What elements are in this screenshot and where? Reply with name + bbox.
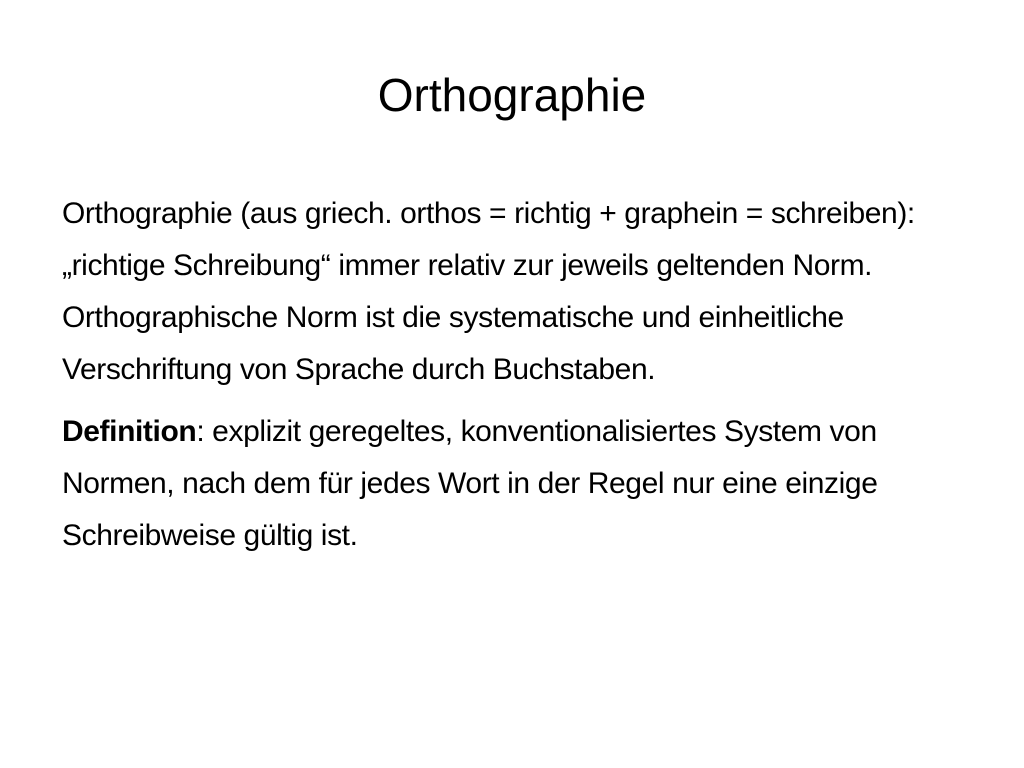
definition-term: Definition bbox=[62, 415, 197, 448]
slide-body bbox=[62, 188, 962, 572]
definition-text: : explizit geregeltes, konventionalisiertes System von Normen, nach dem für jedes Wort in der Regel nur eine einzige Schreibweise gültig ist. bbox=[62, 415, 878, 552]
intro-paragraph: Orthographie (aus griech. orthos = richtig + graphein = schreiben): „richtige Schreibung“ immer relativ zur jeweils geltenden Norm. Orthographische Norm ist die systematische und einheitliche Verschriftung von Sprache durch Buchstaben. bbox=[62, 197, 915, 386]
definition-paragraph bbox=[62, 406, 962, 562]
slide-title: Orthographie bbox=[377, 69, 647, 121]
